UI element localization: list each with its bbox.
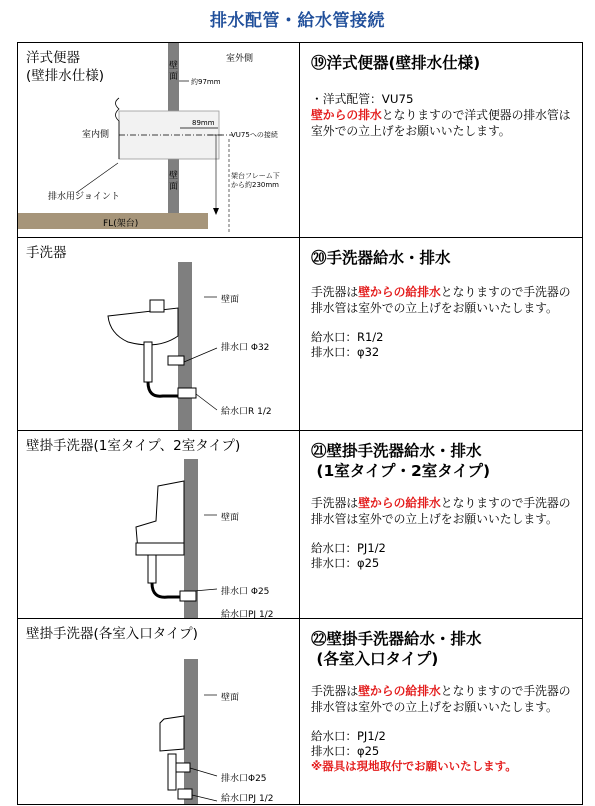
indoor-label: 室内側 xyxy=(82,130,110,140)
entrance-basin-title: 壁掛手洗器(各室入口タイプ) xyxy=(26,626,198,642)
content-table xyxy=(17,42,583,805)
toilet-diagram xyxy=(18,43,299,237)
basin-title: 手洗器 xyxy=(26,245,67,261)
approx-97-label: 約97mm xyxy=(191,78,221,86)
entrance-basin-heading: ㉒壁掛手洗器給水・排水 (各室入口タイプ) xyxy=(311,630,482,668)
toilet-desc-rest: となりますので洋式便器の排水管は室外での立上げをお願いいたします。 xyxy=(311,108,571,138)
wall-basin-supply-spec: 給水口：PJ1/2 xyxy=(311,541,386,555)
basin-desc-rest: となりますので手洗器の排水管は室外での立上げをお願いいたします。 xyxy=(311,285,571,315)
section-hand-basin xyxy=(18,238,582,431)
entrance-basin-supply-spec: 給水口：PJ1/2 xyxy=(311,729,386,743)
basin-spec xyxy=(311,330,574,360)
entrance-basin-diagram-panel xyxy=(18,619,299,804)
entrance-basin-highlight: 壁からの給排水 xyxy=(358,684,441,698)
basin-text-panel xyxy=(300,238,582,430)
wall-basin-desc-pre: 手洗器は xyxy=(311,496,359,510)
wall-basin-title: 壁掛手洗器(1室タイプ、2室タイプ) xyxy=(26,438,241,454)
toilet-highlight: 壁からの排水 xyxy=(311,108,382,122)
entrance-basin-wall-label: 壁面 xyxy=(221,693,240,703)
toilet-diagram-panel xyxy=(18,43,299,237)
entrance-basin-drain-spec: 排水口：φ25 xyxy=(311,744,380,758)
wall-basin-heading: ㉑壁掛手洗器給水・排水 (1室タイプ・2室タイプ) xyxy=(311,442,491,480)
wall-basin-diagram-panel xyxy=(18,431,299,618)
wall-basin-description xyxy=(311,495,574,527)
installation-note: ※器具は現地取付でお願いいたします。 xyxy=(311,759,517,773)
entrance-basin-description xyxy=(311,683,574,715)
toilet-text-panel xyxy=(300,43,582,237)
fl-frame-label: FL(架台) xyxy=(103,219,139,229)
frame-note-label: 架台フレーム下 から約230mm xyxy=(231,172,280,189)
basin-highlight: 壁からの給排水 xyxy=(358,285,441,299)
basin-diagram xyxy=(18,238,299,430)
mm89-label: 89mm xyxy=(192,119,215,127)
wall-basin-spec xyxy=(311,541,574,571)
wall-basin-supply-label: 給水口PJ 1/2 xyxy=(221,610,274,618)
wall-basin-highlight: 壁からの給排水 xyxy=(358,496,441,510)
toilet-description xyxy=(311,91,574,139)
wall-basin-wall-label: 壁面 xyxy=(221,513,240,523)
basin-drain-label: 排水口 Φ32 xyxy=(221,343,270,353)
vu75-connect-label: VU75への接続 xyxy=(231,131,278,139)
wall-basin-text-panel xyxy=(300,431,582,618)
basin-supply-label: 給水口R 1/2 xyxy=(221,407,272,417)
entrance-basin-desc-rest: となりますので手洗器の排水管は室外での立上げをお願いいたします。 xyxy=(311,684,571,714)
entrance-basin-supply-label: 給水口PJ 1/2 xyxy=(221,794,274,804)
wall-top-label: 壁面 xyxy=(169,61,179,82)
entrance-basin-spec xyxy=(311,729,574,774)
toilet-pipe-spec: ・洋式配管：VU75 xyxy=(311,92,414,106)
basin-diagram-panel xyxy=(18,238,299,430)
page-title: 排水配管・給水管接続 xyxy=(210,11,385,31)
section-toilet xyxy=(18,43,582,238)
wall-basin-drain-spec: 排水口：φ25 xyxy=(311,556,380,570)
basin-description xyxy=(311,284,574,316)
basin-heading: ⑳手洗器給水・排水 xyxy=(311,249,451,267)
entrance-basin-desc-pre: 手洗器は xyxy=(311,684,359,698)
wall-bottom-label: 壁面 xyxy=(169,171,179,192)
basin-desc-pre: 手洗器は xyxy=(311,285,359,299)
wall-basin-drain-label: 排水口 Φ25 xyxy=(221,587,270,597)
toilet-title: 洋式便器 (壁排水仕様) xyxy=(26,50,105,84)
outside-label: 室外側 xyxy=(226,54,254,64)
basin-drain-spec: 排水口：φ32 xyxy=(311,345,380,359)
toilet-heading: ⑲洋式便器(壁排水仕様) xyxy=(311,54,481,72)
section-wall-basin-entrance xyxy=(18,619,582,804)
wall-basin-desc-rest: となりますので手洗器の排水管は室外での立上げをお願いいたします。 xyxy=(311,496,571,526)
basin-supply-spec: 給水口：R1/2 xyxy=(311,330,384,344)
basin-wall-label: 壁面 xyxy=(221,295,240,305)
entrance-basin-drain-label: 排水口Φ25 xyxy=(221,774,267,784)
drain-joint-label: 排水用ジョイント xyxy=(48,192,120,202)
entrance-basin-text-panel xyxy=(300,619,582,804)
section-wall-basin-room xyxy=(18,431,582,619)
